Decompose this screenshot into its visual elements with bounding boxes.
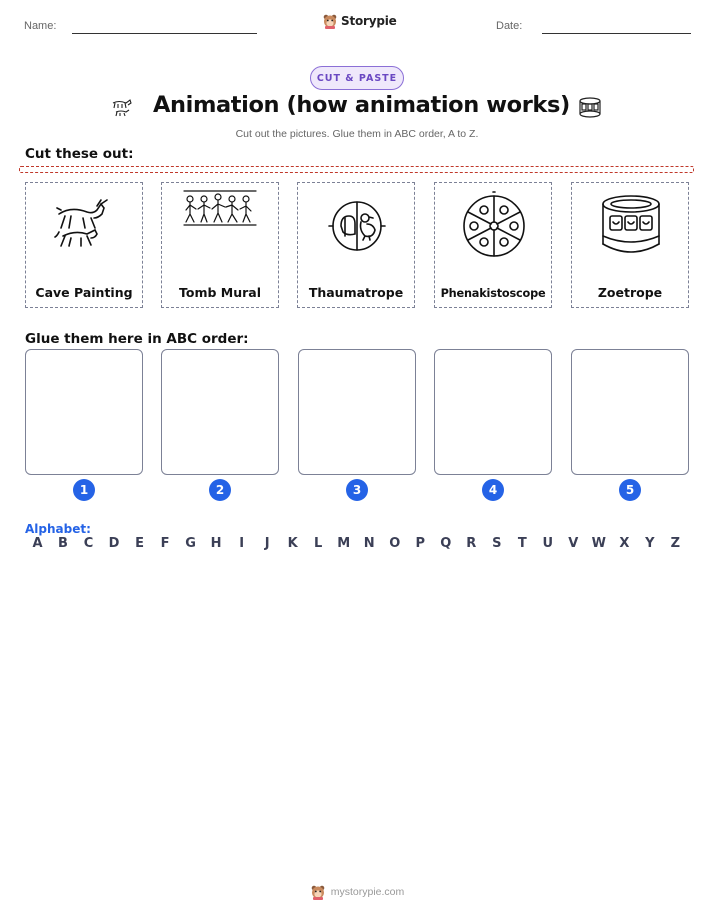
- footer-url[interactable]: mystorypie.com: [330, 886, 405, 898]
- alphabet-letter: L: [314, 536, 323, 551]
- alphabet-letter: C: [83, 536, 94, 551]
- card-phenakistoscope[interactable]: [434, 182, 552, 308]
- glue-slot-1[interactable]: [25, 349, 143, 475]
- slot-number-3: 3: [346, 479, 368, 501]
- glue-slot-4[interactable]: [434, 349, 552, 475]
- date-line[interactable]: [542, 33, 691, 34]
- glue-slot-2[interactable]: [161, 349, 279, 475]
- cut-line: [19, 166, 694, 173]
- slot-number-2: 2: [209, 479, 231, 501]
- glue-slot-5[interactable]: [571, 349, 689, 475]
- brand-logo: [322, 13, 397, 29]
- storypie-mascot-icon: [310, 884, 326, 900]
- cave-painting-small-icon: [110, 94, 136, 120]
- alphabet-letter: H: [210, 536, 222, 551]
- alphabet-letter: B: [58, 536, 68, 551]
- glue-slot-3[interactable]: [298, 349, 416, 475]
- card-thaumatrope[interactable]: [297, 182, 415, 308]
- phenakistoscope-icon: [456, 188, 532, 264]
- page-title: Animation (how animation works): [153, 92, 570, 118]
- footer: [0, 884, 714, 900]
- card-cave-painting[interactable]: [25, 182, 143, 308]
- alphabet-letter: P: [415, 536, 425, 551]
- alphabet-letter: X: [619, 536, 630, 551]
- card-zoetrope[interactable]: [571, 182, 689, 308]
- card-label: Tomb Mural: [178, 285, 261, 300]
- name-line[interactable]: [72, 33, 257, 34]
- alphabet-letter: K: [287, 536, 298, 551]
- card-label: Zoetrope: [597, 285, 663, 300]
- alphabet-letter: E: [135, 536, 144, 551]
- tomb-mural-icon: [182, 185, 258, 261]
- slot-number-5: 5: [619, 479, 641, 501]
- alphabet-letter: I: [239, 536, 245, 551]
- zoetrope-icon: [593, 188, 669, 264]
- card-tomb-mural[interactable]: [161, 182, 279, 308]
- brand-name: Storypie: [341, 14, 397, 28]
- cut-paste-badge: CUT & PASTE: [310, 66, 404, 90]
- zoetrope-small-icon: [577, 95, 603, 121]
- alphabet-row: [25, 536, 688, 551]
- card-label: Thaumatrope: [308, 285, 404, 300]
- title-row: [0, 92, 714, 124]
- alphabet-letter: V: [568, 536, 579, 551]
- alphabet-letter: Z: [670, 536, 681, 551]
- alphabet-letter: R: [466, 536, 477, 551]
- alphabet-letter: O: [389, 536, 401, 551]
- glue-heading: Glue them here in ABC order:: [25, 331, 249, 347]
- alphabet-letter: W: [591, 536, 607, 551]
- alphabet-letter: Y: [645, 536, 655, 551]
- slot-number-4: 4: [482, 479, 504, 501]
- storypie-mascot-icon: [322, 13, 338, 29]
- name-label: Name:: [24, 20, 57, 32]
- alphabet-letter: S: [492, 536, 502, 551]
- alphabet-letter: M: [337, 536, 351, 551]
- card-label: Phenakistoscope: [440, 287, 546, 300]
- alphabet-letter: A: [32, 536, 43, 551]
- thaumatrope-icon: [319, 188, 395, 264]
- date-label: Date:: [496, 20, 523, 32]
- alphabet-letter: D: [108, 536, 120, 551]
- alphabet-letter: F: [160, 536, 170, 551]
- slot-number-1: 1: [73, 479, 95, 501]
- alphabet-letter: T: [517, 536, 527, 551]
- instructions: Cut out the pictures. Glue them in ABC order, A to Z.: [235, 128, 479, 140]
- cave-painting-icon: [47, 188, 123, 264]
- alphabet-letter: N: [363, 536, 375, 551]
- alphabet-letter: G: [185, 536, 196, 551]
- alphabet-letter: U: [542, 536, 554, 551]
- cut-heading: Cut these out:: [25, 146, 134, 162]
- card-label: Cave Painting: [35, 285, 133, 300]
- alphabet-letter: Q: [440, 536, 452, 551]
- alphabet-heading: Alphabet:: [25, 522, 91, 536]
- alphabet-letter: J: [264, 536, 270, 551]
